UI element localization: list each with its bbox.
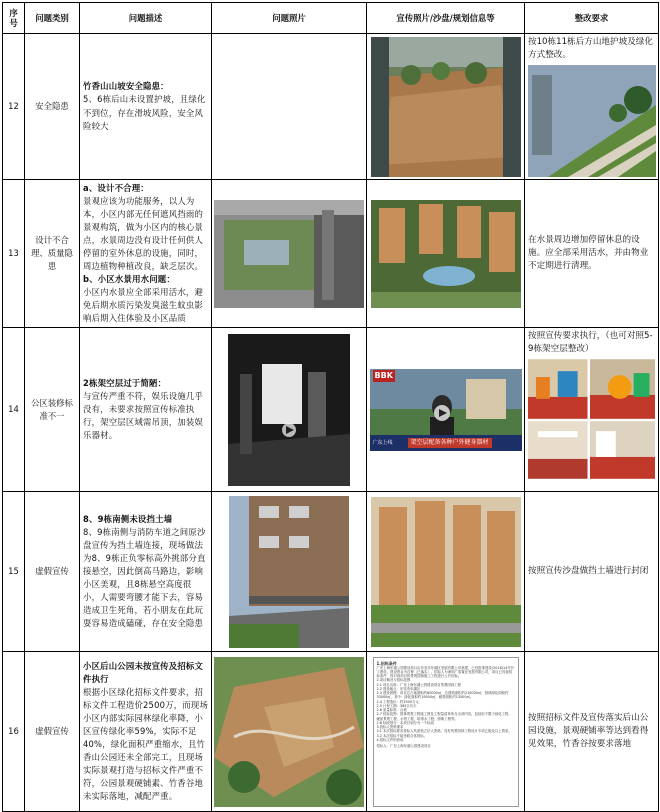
doc-line: 2.1 项目名称：广东上海东湖公园建设项目景观园林工程	[376, 682, 461, 687]
tender-document-excerpt	[373, 657, 519, 807]
header-promo: 宣传照片/沙盘/规划信息等	[367, 3, 525, 34]
row-category: 虚假宣传	[25, 492, 80, 652]
table-row	[3, 34, 659, 180]
row-requirement: 在水景周边增加停留休息的设施。应全部采用活水，并由物业不定期进行清理。	[525, 180, 659, 328]
doc-footer: 招标人：广东上海东湖公园建设项目	[376, 744, 431, 749]
desc-title: 竹香山山坡安全隐患：	[83, 81, 169, 92]
promo-photo-cell	[367, 328, 525, 492]
playground-photo	[528, 359, 588, 419]
row-requirement	[525, 328, 659, 492]
aerial-courtyard-photo	[214, 200, 364, 308]
doc-line: 广东上海东湖公园建设项目由东莞市东湖区发展有限公司承建，已经批准建设(2018)14号开工建设，建设资金为自筹（已落实），招标人为深圳广泰置业发展有限公司，项目已具备招标条件，现对该项目的景观园林施工工程进行公开招标。	[376, 665, 515, 679]
doc-line: 2.8 标段划分：本项目划分为一个标段	[376, 720, 434, 725]
table-row	[3, 180, 659, 328]
row-category: 公区装修标准不一	[25, 328, 80, 492]
desc-body: 8、9栋南侧与消防车道之间原沙盘宣传为挡土墙连接，现场做法为8、9栋正负零标高外挑部分直接悬空，因此倒高马路边，影响小区美观，且8栋悬空高度很小，人需要弯腰才能下去，容易造成卫生死角，若小朋友在此玩耍容易造成磕碰，存在安全隐患	[83, 527, 206, 629]
row-description	[80, 328, 212, 492]
playground-photos	[528, 421, 655, 479]
indoor-play-photo	[590, 421, 655, 479]
doc-line: 4.招标文件的获取	[376, 737, 404, 742]
desc-title: 8、9栋南侧未设挡土墙	[83, 514, 173, 525]
doc-line: 2.3 建设规模：项目总占地面积约80000㎡，总建筑面积约210000㎡，园林绿化面积约33000㎡，其中：绿化面积约19500㎡，硬景面积约13500㎡。	[376, 691, 509, 700]
doc-title: 1.招标条件	[376, 660, 397, 666]
requirement-text: 按10栋11栋后方山地护坡及绿化方式整改。	[528, 37, 653, 61]
sandtable-model-photo	[371, 497, 521, 647]
issue-table	[2, 2, 659, 812]
aerial-park-photo	[214, 657, 364, 807]
playground-photo	[590, 359, 655, 419]
row-requirement	[525, 34, 659, 180]
sandtable-model-photo	[371, 200, 521, 308]
row-description	[80, 34, 212, 180]
header-requirement: 整改要求	[525, 3, 659, 34]
table-row	[3, 328, 659, 492]
issue-photo-cell	[212, 652, 367, 812]
desc-body: 与宣传严重不符，娱乐设施几乎没有，未要求按照宣传标准执行，架空层区域需吊顶，加装娱乐器材。	[83, 391, 204, 441]
doc-line: 2.6 质量标准：合格	[376, 708, 407, 713]
doc-line: 2.2 建设地点：东莞市东湖区	[376, 686, 421, 691]
row-category: 安全隐患	[25, 34, 80, 180]
doc-line: 2.4 工程造价：约2500万元	[376, 699, 419, 704]
promo-video-frame	[370, 369, 522, 451]
row-no: 13	[3, 180, 25, 328]
row-description	[80, 652, 212, 812]
doc-line: 2.7 招标范围：园林景观工程施工图及工程量清单所含全部内容，包括但不限于绿化工程、硬质景观工程、水景工程、给排水工程、照明工程等。	[376, 712, 512, 721]
header-description: 问题描述	[80, 3, 212, 34]
desc-body-a: 景观应该为功能服务，以人为本，小区内部无任何遮风挡雨的景观构筑，做为小区内的核心景点，水景周边没有设计任何供人停留的室外休息的设施，同时，周边植物种植改良，缺乏层次。	[83, 196, 204, 272]
issue-photo-cell	[212, 34, 367, 180]
doc-line: 3.1 本次招标要求投标人具备独立法人资格，具有风景园林工程设计专项乙级及以上资质。	[376, 729, 512, 734]
doc-line: 2.5 计划工期：365日历天	[376, 703, 417, 708]
row-no: 12	[3, 34, 25, 180]
row-requirement: 按照招标文件及宣传落实后山公园设施，景观硬铺率等达到看得见效果，竹香谷按要求落地	[525, 652, 659, 812]
row-category: 设计不合理、质量隐患	[25, 180, 80, 328]
video-tag: BBK	[373, 370, 395, 382]
header-category: 问题类别	[25, 3, 80, 34]
table-row	[3, 492, 659, 652]
desc-body: 5、6栋后山未设置护坡，且绿化不到位，存在滑坡风险，安全风险较大	[83, 94, 206, 131]
row-description	[80, 492, 212, 652]
video-corner: 广东上线	[372, 439, 393, 446]
table-row	[3, 652, 659, 812]
row-category: 虚假宣传	[25, 652, 80, 812]
requirement-text: 按照宣传要求执行，（也可对照5-9栋架空层整改）	[528, 331, 653, 355]
desc-body-b: 小区内水景应全部采用活水，避免后期水质污染发臭滋生蚊虫影响后期入住体验及小区品质	[83, 287, 204, 324]
desc-title: 小区后山公园未按宣传及招标文件执行	[83, 661, 204, 685]
doc-line: 3.2 本次招标不接受联合体投标。	[376, 733, 428, 738]
doc-line: 2.项目概况与招标范围	[376, 678, 411, 683]
header-no: 序号	[3, 3, 25, 34]
row-no: 14	[3, 328, 25, 492]
indoor-play-photo	[528, 421, 588, 479]
promo-photo-cell	[367, 180, 525, 328]
header-row	[3, 3, 659, 34]
slope-example-photo	[528, 65, 656, 177]
video-caption: 架空层配备各种户外健身器材	[408, 438, 492, 447]
issue-photo-cell	[212, 180, 367, 328]
issue-photo-cell	[212, 492, 367, 652]
row-no: 16	[3, 652, 25, 812]
promo-photo-cell	[367, 34, 525, 180]
promo-photo-cell	[367, 652, 525, 812]
doc-line: 3.投标人资格要求	[376, 725, 404, 730]
building-overhang-photo	[229, 496, 349, 648]
row-no: 15	[3, 492, 25, 652]
desc-body: 根据小区绿化招标文件要求，招标文件工程造价2500万，而现场小区内部实际园林绿化率降，小区宣传绿化率59%，实际不足40%，绿化面积严重缩水，且竹香山公园还未全部完工，且现场实际景观打造与招标文件严重不符，公园景观硬铺素、竹香谷地未实际落地，减配严重。	[83, 687, 209, 802]
desc-title: 2栋架空层过于简陋：	[83, 378, 167, 389]
header-photo: 问题照片	[212, 3, 367, 34]
issue-photo-cell	[212, 328, 367, 492]
row-requirement: 按照宣传沙盘做挡土墙进行封闭	[525, 492, 659, 652]
promo-photo-cell	[367, 492, 525, 652]
playground-photos	[528, 359, 655, 419]
hillside-photo	[371, 37, 521, 177]
empty-ground-floor-photo	[228, 334, 350, 486]
row-description	[80, 180, 212, 328]
desc-title-b: b、小区水景用水问题：	[83, 274, 175, 285]
desc-title-a: a、设计不合理：	[83, 183, 149, 193]
